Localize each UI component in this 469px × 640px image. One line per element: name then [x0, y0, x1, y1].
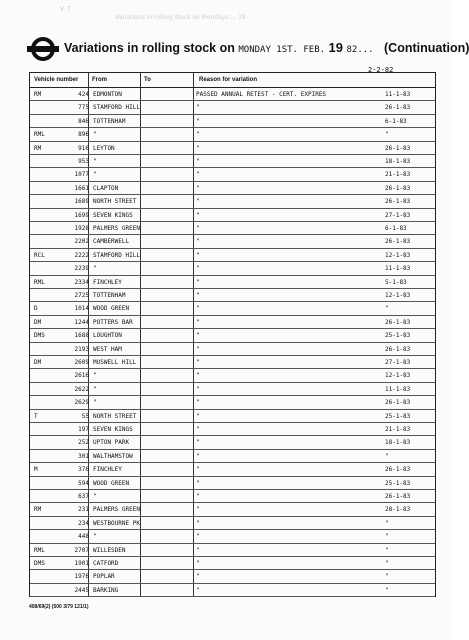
expiry-date: "	[385, 452, 389, 460]
from-garage: "	[93, 265, 97, 273]
vehicle-number: 1077	[74, 171, 89, 179]
expiry-date: 26-1-83	[385, 198, 411, 206]
vehicle-number: 953	[78, 158, 89, 165]
expiry-date: 26-1-83	[385, 184, 411, 192]
expiry-date: 11-1-83	[385, 265, 411, 273]
title-main: Variations in rolling stock on	[64, 41, 235, 55]
table-row	[30, 368, 435, 382]
vehicle-class: RML	[34, 131, 45, 139]
expiry-date: 18-1-83	[385, 439, 411, 447]
from-garage: LEYTON	[93, 144, 115, 152]
reason-text: "	[196, 278, 200, 286]
table-row	[30, 556, 435, 570]
vehicle-class: DMS	[34, 560, 45, 567]
reason-text: "	[196, 533, 200, 541]
from-garage: TOTTENHAM	[93, 117, 126, 125]
from-garage: UPTON PARK	[93, 439, 130, 447]
vehicle-number: 2707	[74, 546, 89, 554]
form-code: 408/69(2) (500 3/79 121/1)	[29, 604, 89, 610]
from-garage: STAMFORD HILL	[93, 104, 140, 112]
table-row	[30, 516, 435, 530]
from-garage: "	[93, 493, 97, 500]
vehicle-number: 1688	[74, 332, 89, 340]
table-row	[30, 154, 435, 168]
table-row	[30, 543, 435, 557]
vehicle-number: 916	[78, 144, 89, 152]
vehicle-number: 1699	[74, 211, 89, 219]
table-row	[30, 87, 435, 101]
table-row	[30, 167, 435, 181]
from-garage: MUSWELL HILL	[93, 359, 137, 366]
table-row	[30, 382, 435, 396]
from-garage: POTTERS BAR	[93, 318, 133, 326]
expiry-date: 27-1-83	[385, 211, 411, 219]
expiry-date: "	[385, 305, 389, 313]
expiry-date: 25-1-83	[385, 479, 411, 487]
title-year-handwritten: 82...	[346, 45, 374, 55]
expiry-date: 25-1-83	[385, 412, 411, 420]
vehicle-number: 55	[81, 412, 89, 420]
vehicle-number: 637	[78, 493, 89, 500]
from-garage: "	[93, 385, 97, 393]
vehicle-number: 2616	[74, 372, 89, 380]
vehicle-number: 896	[78, 131, 89, 139]
reason-text: "	[196, 198, 200, 206]
from-garage: WOOD GREEN	[93, 479, 130, 487]
expiry-date: 5-1-83	[385, 278, 407, 286]
bleed-through-text-2: Variations in rolling stock on Mondays ... 19	[115, 14, 246, 21]
from-garage: PALMERS GREEN	[93, 225, 140, 232]
reason-text: "	[196, 546, 200, 554]
title-handwritten-date: MONDAY 1ST. FEB.	[238, 45, 326, 55]
reason-text: "	[196, 144, 200, 152]
reason-text: "	[196, 426, 200, 433]
table-row	[30, 355, 435, 369]
col-reason: Reason for variation	[199, 77, 258, 83]
expiry-date: "	[385, 560, 389, 567]
from-garage: STAMFORD HILL	[93, 251, 140, 259]
from-garage: "	[93, 158, 97, 165]
table-row	[30, 221, 435, 235]
expiry-date: 21-1-83	[385, 171, 411, 179]
reason-text: "	[196, 131, 200, 139]
vehicle-class: D	[34, 305, 38, 313]
vehicle-number: 424	[78, 91, 89, 98]
reason-text: "	[196, 305, 200, 313]
table-row	[30, 328, 435, 342]
vehicle-class: RML	[34, 278, 45, 286]
col-from: From	[92, 77, 107, 83]
table-row	[30, 342, 435, 356]
reason-text: "	[196, 171, 200, 179]
reason-text: "	[196, 184, 200, 192]
table-row	[30, 208, 435, 222]
table-row	[30, 114, 435, 128]
vehicle-number: 252	[78, 439, 89, 447]
table-header	[30, 73, 435, 88]
vehicle-number: 594	[78, 479, 89, 487]
from-garage: WOOD GREEN	[93, 305, 130, 313]
vehicle-class: RM	[34, 91, 42, 98]
reason-text: "	[196, 573, 200, 581]
vehicle-number: 2629	[74, 399, 89, 407]
vehicle-number: 197	[78, 426, 89, 433]
expiry-date: "	[385, 573, 389, 581]
reason-text: "	[196, 479, 200, 487]
reason-text: "	[196, 265, 200, 273]
expiry-date: 6-1-83	[385, 225, 407, 232]
from-garage: FINCHLEY	[93, 466, 122, 474]
table-row	[30, 395, 435, 409]
from-garage: PALMERS GREEN	[93, 506, 140, 514]
vehicle-number: 1689	[74, 198, 89, 206]
expiry-date: "	[385, 546, 389, 554]
from-garage: EDMONTON	[93, 91, 122, 98]
vehicle-class: DM	[34, 318, 42, 326]
expiry-date: 18-1-83	[385, 158, 411, 165]
table-row	[30, 194, 435, 208]
page-title	[64, 40, 469, 55]
vehicle-number: 1901	[74, 560, 89, 567]
expiry-date: 6-1-83	[385, 117, 407, 125]
table-row	[30, 100, 435, 114]
expiry-date: 12-1-83	[385, 251, 411, 259]
table-row	[30, 462, 435, 476]
from-garage: "	[93, 131, 97, 139]
table-row	[30, 141, 435, 155]
from-garage: "	[93, 171, 97, 179]
vehicle-number: 1928	[74, 225, 89, 232]
table-row	[30, 234, 435, 248]
table-row	[30, 502, 435, 516]
from-garage: "	[93, 372, 97, 380]
vehicle-class: RM	[34, 144, 42, 152]
reason-text: "	[196, 452, 200, 460]
expiry-date: "	[385, 533, 389, 541]
vehicle-number: 2202	[74, 238, 89, 246]
expiry-date: 25-1-83	[385, 332, 411, 340]
vehicle-number: 1976	[74, 573, 89, 581]
reason-text: "	[196, 318, 200, 326]
vehicle-number: 376	[78, 466, 89, 474]
vehicle-class: DMS	[34, 332, 45, 340]
table-row	[30, 315, 435, 329]
handwritten-date: 2-2-82	[368, 66, 394, 74]
expiry-date: 12-1-83	[385, 292, 411, 299]
from-garage: "	[93, 533, 97, 541]
expiry-date: 11-1-83	[385, 385, 411, 393]
table-row	[30, 181, 435, 195]
vehicle-class: RCL	[34, 251, 45, 259]
vehicle-number: 2239	[74, 265, 89, 273]
from-garage: SEVEN KINGS	[93, 211, 133, 219]
reason-text: "	[196, 385, 200, 393]
vehicle-number: 1661	[74, 184, 89, 192]
reason-text: "	[196, 238, 200, 246]
from-garage: WESTBOURNE PK	[93, 519, 140, 527]
table-row	[30, 275, 435, 289]
reason-text: "	[196, 399, 200, 407]
table-row	[30, 301, 435, 315]
from-garage: FINCHLEY	[93, 278, 122, 286]
expiry-date: 26-1-83	[385, 144, 411, 152]
reason-text: "	[196, 104, 200, 112]
vehicle-number: 2445	[74, 586, 89, 594]
expiry-date: 26-1-83	[385, 493, 411, 500]
expiry-date: 21-1-83	[385, 426, 411, 433]
vehicle-number: 231	[78, 506, 89, 514]
table-row	[30, 489, 435, 503]
reason-text: "	[196, 372, 200, 380]
from-garage: NORTH STREET	[93, 198, 137, 206]
from-garage: SEVEN KINGS	[93, 426, 133, 433]
from-garage: "	[93, 399, 97, 407]
from-garage: WEST HAM	[93, 345, 122, 353]
table-row	[30, 248, 435, 262]
expiry-date: 26-1-83	[385, 399, 411, 407]
reason-text: "	[196, 519, 200, 527]
expiry-date: "	[385, 131, 389, 139]
reason-text: "	[196, 506, 200, 514]
vehicle-class: DM	[34, 359, 42, 366]
table-row	[30, 529, 435, 543]
from-garage: WILLESDEN	[93, 546, 126, 554]
expiry-date: 26-1-83	[385, 318, 411, 326]
expiry-date: 28-1-83	[385, 506, 411, 514]
reason-text: "	[196, 586, 200, 594]
from-garage: CLAPTON	[93, 184, 119, 192]
expiry-date: 11-1-83	[385, 91, 411, 98]
col-to: To	[144, 77, 151, 83]
reason-text: "	[196, 332, 200, 340]
reason-text: PASSED ANNUAL RETEST - CERT. EXPIRES	[196, 91, 327, 98]
vehicle-number: 2222	[74, 251, 89, 259]
vehicle-number: 2725	[74, 292, 89, 299]
expiry-date: 26-1-83	[385, 104, 411, 112]
reason-text: "	[196, 345, 200, 353]
reason-text: "	[196, 493, 200, 500]
vehicle-number: 2334	[74, 278, 89, 286]
reason-text: "	[196, 359, 200, 366]
expiry-date: 12-1-83	[385, 372, 411, 380]
from-garage: TOTTENHAM	[93, 292, 126, 299]
vehicle-class: M	[34, 466, 38, 474]
reason-text: "	[196, 225, 200, 232]
vehicle-number: 2622	[74, 385, 89, 393]
table-row	[30, 127, 435, 141]
vehicle-number: 234	[78, 519, 89, 527]
reason-text: "	[196, 117, 200, 125]
vehicle-number: 301	[78, 452, 89, 460]
reason-text: "	[196, 412, 200, 420]
expiry-date: 26-1-83	[385, 466, 411, 474]
from-garage: LOUGHTON	[93, 332, 122, 340]
expiry-date: "	[385, 586, 389, 594]
expiry-date: 26-1-83	[385, 345, 411, 353]
from-garage: BARKING	[93, 586, 119, 594]
from-garage: CATFORD	[93, 560, 119, 567]
col-vehicle-number: Vehicle number	[34, 77, 79, 83]
table-row	[30, 449, 435, 463]
vehicle-number: 2193	[74, 345, 89, 353]
expiry-date: 27-1-83	[385, 359, 411, 366]
vehicle-number: 2609	[74, 359, 89, 366]
bleed-through-text: V T	[60, 6, 72, 13]
reason-text: "	[196, 251, 200, 259]
from-garage: CAMBERWELL	[93, 238, 130, 246]
reason-text: "	[196, 439, 200, 447]
expiry-date: "	[385, 519, 389, 527]
reason-text: "	[196, 466, 200, 474]
reason-text: "	[196, 560, 200, 567]
vehicle-number: 448	[78, 533, 89, 541]
table-row	[30, 288, 435, 302]
table-row	[30, 409, 435, 423]
vehicle-number: 775	[78, 104, 89, 112]
title-suffix: (Continuation)	[384, 41, 469, 55]
reason-text: "	[196, 158, 200, 165]
vehicle-number: 1014	[74, 305, 89, 313]
reason-text: "	[196, 211, 200, 219]
table-row	[30, 583, 435, 597]
table-row	[30, 422, 435, 436]
table-row	[30, 569, 435, 583]
table-row	[30, 476, 435, 490]
from-garage: WALTHAMSTOW	[93, 452, 133, 460]
vehicle-class: RML	[34, 546, 45, 554]
from-garage: NORTH STREET	[93, 412, 137, 420]
variations-table	[29, 72, 436, 597]
expiry-date: 26-1-83	[385, 238, 411, 246]
table-row	[30, 435, 435, 449]
table-row	[30, 261, 435, 275]
vehicle-class: T	[34, 412, 38, 420]
vehicle-number: 846	[78, 117, 89, 125]
reason-text: "	[196, 292, 200, 299]
vehicle-class: RM	[34, 506, 42, 514]
from-garage: POPLAR	[93, 573, 115, 581]
title-year-prefix: 19	[328, 40, 344, 55]
vehicle-number: 1244	[74, 318, 89, 326]
